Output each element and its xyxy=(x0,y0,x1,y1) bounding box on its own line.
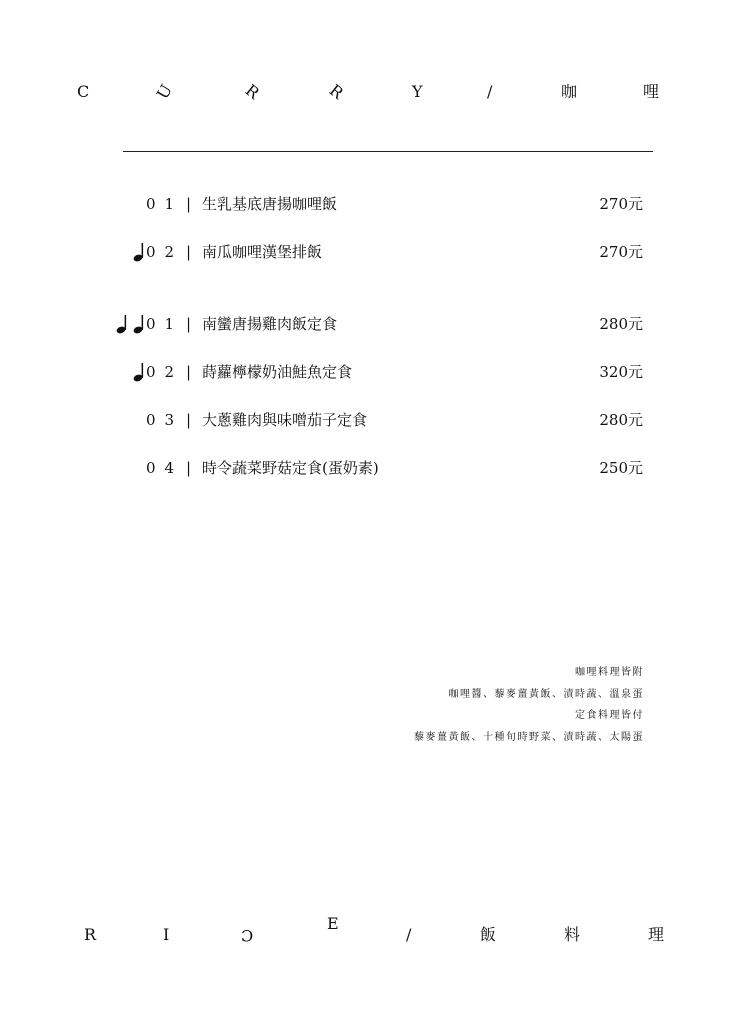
footer-letter-e: E xyxy=(327,914,339,933)
menu-item-price: 320元 xyxy=(599,363,643,381)
menu-item xyxy=(100,240,645,264)
menu-item-price: 270元 xyxy=(599,195,643,213)
menu-item-separator: | xyxy=(186,363,192,381)
footer-letter-r: R xyxy=(84,925,97,944)
menu-item xyxy=(100,192,645,216)
menu-item-number: 01 xyxy=(146,315,184,333)
footer-char-liao: 料 xyxy=(564,925,581,944)
menu-item-number: 04 xyxy=(146,459,184,477)
footer-char-li: 理 xyxy=(648,925,665,944)
menu-item xyxy=(100,456,645,480)
header-letter-c: C xyxy=(77,82,90,101)
menu-item-price: 280元 xyxy=(599,411,643,429)
set-meal-includes-heading: 定食料理皆付 xyxy=(575,710,644,721)
header-letter-u: U xyxy=(152,81,176,103)
menu-item-name: 時令蔬菜野菇定食(蛋奶素) xyxy=(202,459,379,477)
menu-item-name: 生乳基底唐揚咖哩飯 xyxy=(202,195,338,213)
menu-item-number: 01 xyxy=(146,195,184,213)
menu-item xyxy=(100,312,645,336)
menu-item-number: 03 xyxy=(146,411,184,429)
menu-item-name: 大蔥雞肉與味噌茄子定食 xyxy=(202,411,368,429)
curry-includes-heading: 咖哩料理皆附 xyxy=(575,667,644,678)
menu-item xyxy=(100,408,645,432)
included-items-notes xyxy=(414,662,644,748)
footer-char-fan: 飯 xyxy=(480,925,497,944)
header-char-ka: 咖 xyxy=(561,82,578,101)
quarter-note-icon xyxy=(133,362,147,382)
header-char-li: 哩 xyxy=(643,82,660,101)
menu-item-price: 250元 xyxy=(599,459,643,477)
menu-item-separator: | xyxy=(186,195,192,213)
header-slash: / xyxy=(487,82,493,101)
curry-includes-list: 咖哩醬、藜麥薑黃飯、漬時蔬、溫泉蛋 xyxy=(448,688,644,700)
recommend-marks xyxy=(133,242,147,262)
footer-letter-i: I xyxy=(163,925,170,944)
menu-item-name: 南蠻唐揚雞肉飯定食 xyxy=(202,315,338,333)
recommend-marks xyxy=(116,314,147,334)
menu-item-separator: | xyxy=(186,315,192,333)
menu-item-separator: | xyxy=(186,459,192,477)
quarter-note-icon xyxy=(116,314,130,334)
menu-item-name: 南瓜咖哩漢堡排飯 xyxy=(202,243,323,261)
menu-item-number: 02 xyxy=(146,243,184,261)
header-letter-y: Y xyxy=(412,82,423,101)
menu-item-price: 280元 xyxy=(599,315,643,333)
footer-slash: / xyxy=(406,925,412,944)
quarter-note-icon xyxy=(133,242,147,262)
header-letter-r1: R xyxy=(241,80,263,103)
menu-item-number: 02 xyxy=(146,363,184,381)
menu-item-price: 270元 xyxy=(599,243,643,261)
quarter-note-icon xyxy=(133,314,147,334)
header-letter-r2: R xyxy=(325,80,347,103)
menu-item xyxy=(100,360,645,384)
menu-item-name: 蒔蘿檸檬奶油鮭魚定食 xyxy=(202,363,353,381)
header-rule xyxy=(123,151,653,152)
footer-letter-c: C xyxy=(241,926,254,945)
recommend-marks xyxy=(133,362,147,382)
menu-item-separator: | xyxy=(186,243,192,261)
set-meal-includes-list: 藜麥薑黃飯、十種旬時野菜、漬時蔬、太陽蛋 xyxy=(414,731,644,743)
menu-item-separator: | xyxy=(186,411,192,429)
